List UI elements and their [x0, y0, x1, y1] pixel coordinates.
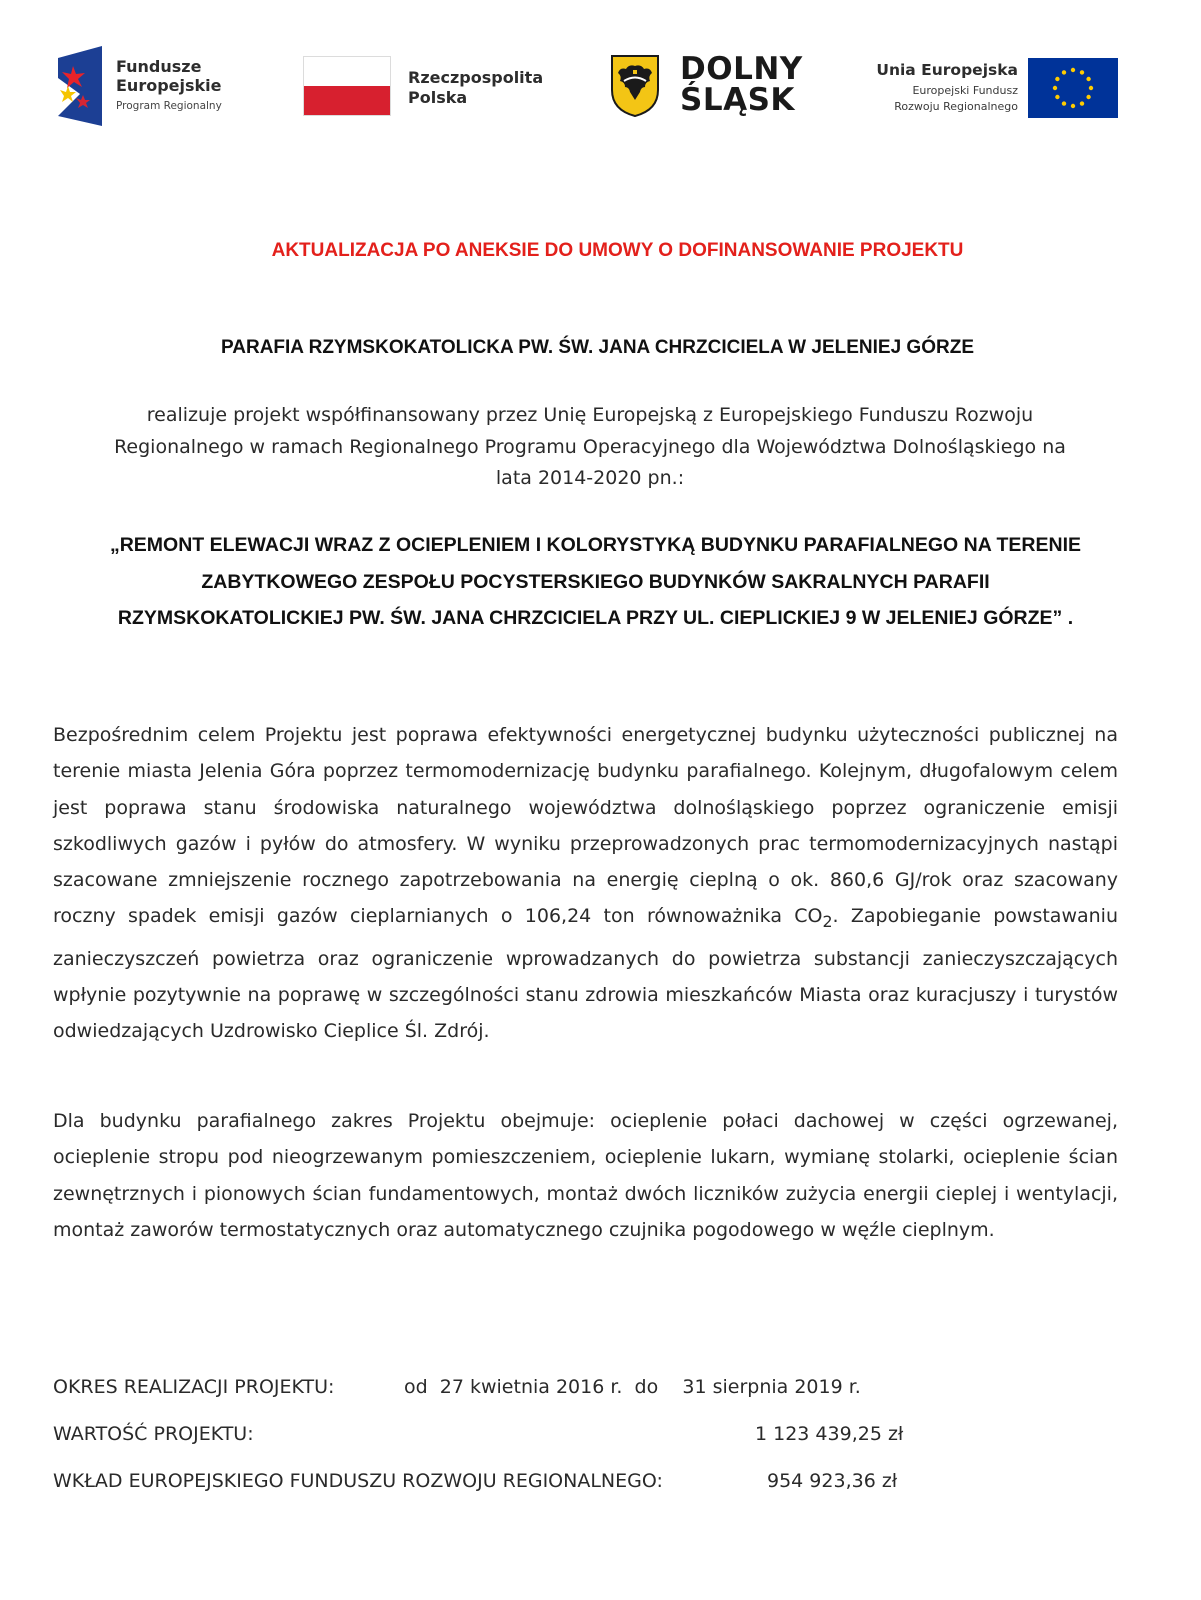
eu-logo-line2: Europejski Fundusz: [912, 84, 1018, 97]
intro-line: Regionalnego w ramach Regionalnego Programu Operacyjnego dla Województwa Dolnośląskiego na: [114, 435, 1066, 458]
intro-line: lata 2014-2020 pn.:: [495, 467, 685, 489]
goal-text-part2: . Zapobieganie powstawaniu zanieczyszczeń powietrza oraz ograniczenie wprowadzanych do powietrza substancji zanieczyszczających wpłynie pozytywnie na poprawę w szczególności stanu zdrowia mieszkańców Miasta oraz kuracjuszy i turystów odwiedzających Uzdrowisko Cieplice Śl. Zdrój.: [53, 905, 1119, 1043]
eagle-shield-icon: [610, 54, 660, 118]
period-label: OKRES REALIZACJI PROJEKTU:: [53, 1376, 335, 1398]
unia-europejska-logo: [856, 40, 1126, 136]
funds-logo-line2: Europejskie: [116, 76, 222, 95]
project-title-line: RZYMSKOKATOLICKIEJ PW. ŚW. JANA CHRZCICIELA PRZY UL. CIEPLICKIEJ 9 W JELENIEJ GÓRZE” .: [117, 607, 1074, 629]
project-value-amount: 1 123 439,25 zł: [755, 1423, 904, 1445]
goal-text-part1: Bezpośrednim celem Projektu jest poprawa efektywności energetycznej budynku użyteczności publicznej na terenie miasta Jelenia Góra poprzez termomodernizację budynku parafialnego. Kolejnym, długofalowym celem jest poprawa stanu środowiska naturalnego województwa dolnośląskiego poprzez ograniczenie emisji szkodliwych gazów i pyłów do atmosfery. W wyniku przeprowadzonych prac termomodernizacyjnych nastąpi szacowane zmniejszenie rocznego zapotrzebowania na energię cieplną o ok. 860,6 GJ/rok oraz szacowany roczny spadek emisji gazów cieplarnianych o 106,24 ton równoważnika CO: [53, 724, 1118, 928]
lower-silesia-logo-line1: DOLNY: [680, 51, 803, 87]
period-value: od 27 kwietnia 2016 r. do 31 sierpnia 2019 r.: [404, 1376, 861, 1398]
funds-logo-line3: Program Regionalny: [116, 100, 222, 112]
efrr-contribution-label: WKŁAD EUROPEJSKIEGO FUNDUSZU ROZWOJU REGIONALNEGO:: [53, 1470, 663, 1492]
eu-flag-icon: [1028, 58, 1118, 118]
lower-silesia-logo-line2: ŚLĄSK: [680, 82, 795, 118]
parish-heading: PARAFIA RZYMSKOKATOLICKA PW. ŚW. JANA CHRZCICIELA W JELENIEJ GÓRZE: [221, 337, 974, 358]
poland-logo-line2: Polska: [408, 88, 468, 107]
intro-line: realizuje projekt współfinansowany przez Unię Europejską z Europejskiego Funduszu Rozwoju: [146, 404, 1034, 426]
project-title-line: ZABYTKOWEGO ZESPOŁU POCYSTERSKIEGO BUDYNKÓW SAKRALNYCH PARAFII: [201, 570, 990, 593]
efrr-contribution-row: [53, 1469, 898, 1493]
project-value-row: [53, 1422, 904, 1446]
efrr-contribution-amount: 954 923,36 zł: [767, 1470, 898, 1492]
polish-flag-icon: [304, 57, 390, 115]
intro-text: [55, 400, 1125, 495]
project-scope-paragraph: Dla budynku parafialnego zakres Projektu obejmuje: ocieplenie połaci dachowej w części ogrzewanej, ocieplenie stropu pod nieogrzewanym pomieszczeniem, ocieplenie lukarn, wymianę stolarki, ocieplenie ścian zewnętrznych i pionowych ścian fundamentowych, montaż dwóch liczników zużycia energii cieplej i wentylacji, montaż zaworów termostatycznych oraz automatycznego czujnika pogodowego w węźle cieplnym.: [53, 1110, 1118, 1241]
logo-bar: [56, 40, 1126, 136]
fundusze-europejskie-star-icon: [58, 46, 102, 126]
period-row: [53, 1375, 861, 1399]
poland-logo-line1: Rzeczpospolita: [408, 68, 544, 87]
project-goal-paragraph: [53, 717, 1118, 1049]
update-heading: AKTUALIZACJA PO ANEKSIE DO UMOWY O DOFINANSOWANIE PROJEKTU: [271, 240, 964, 261]
project-title: [48, 527, 1143, 637]
dolny-slask-logo: [610, 40, 810, 136]
co2-subscript: 2: [822, 912, 833, 932]
eu-logo-line1: Unia Europejska: [876, 61, 1018, 79]
rzeczpospolita-polska-logo: [304, 40, 564, 136]
fundusze-europejskie-logo: [56, 40, 256, 136]
project-value-label: WARTOŚĆ PROJEKTU:: [53, 1423, 254, 1445]
funds-logo-line1: Fundusze: [116, 57, 202, 76]
project-title-line: „REMONT ELEWACJI WRAZ Z OCIEPLENIEM I KOLORYSTYKĄ BUDYNKU PARAFIALNEGO NA TERENIE: [109, 534, 1082, 556]
eu-logo-line3: Rozwoju Regionalnego: [894, 100, 1018, 113]
